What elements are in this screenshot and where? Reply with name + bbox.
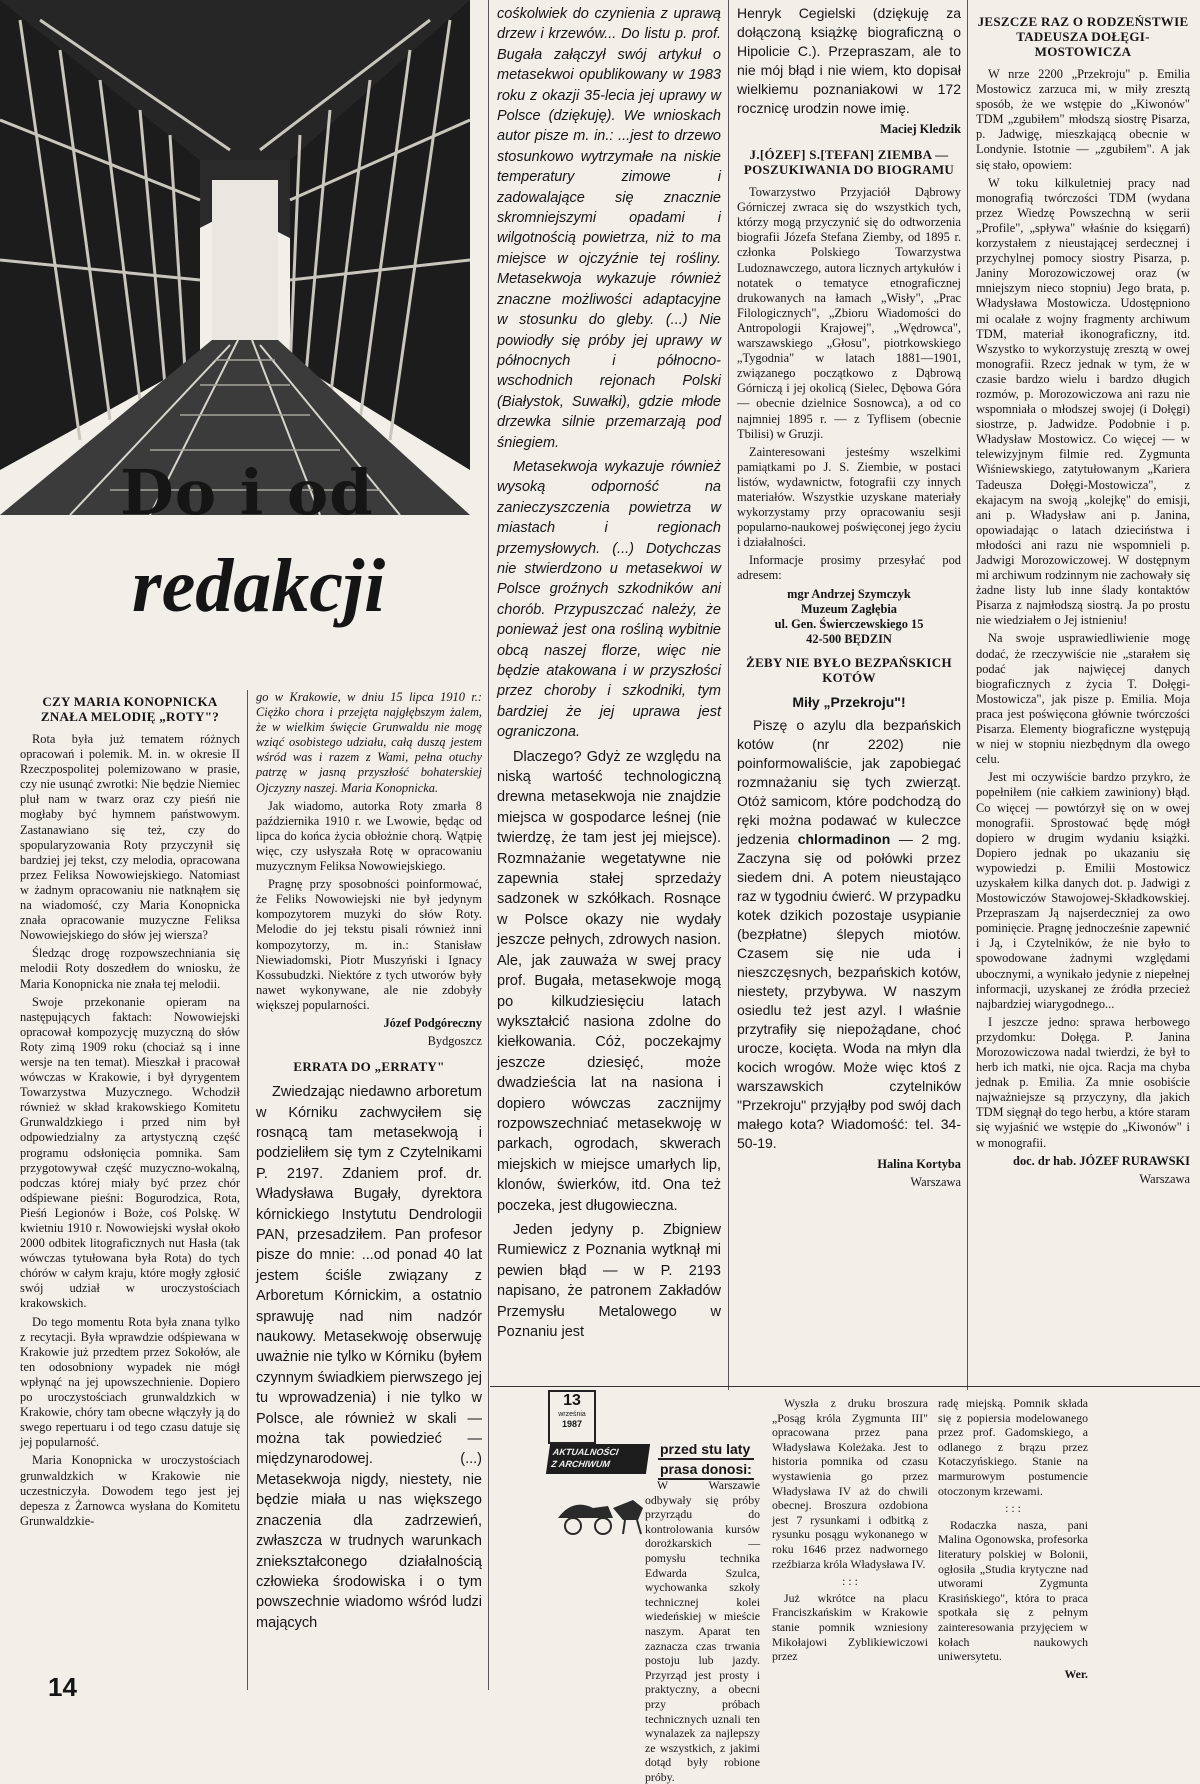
section-divider <box>490 1386 1200 1387</box>
date-day: 13 <box>563 1392 581 1409</box>
paragraph: W nrze 2200 „Przekroju" p. Emilia Mostowicz zarzuca mi, w miły zresztą sposób, że we wstępie do „Kiwonów" TDM „zgubiłem" młodszą siostrę Pisarza, p. Jadwigę, mieszkającą obecnie w Londynie. Istotnie — „zgubiłem". A jak się stało, opowiem: <box>976 67 1190 172</box>
article-column-5 <box>976 10 1190 1390</box>
salutation: Miły „Przekroju"! <box>792 693 906 710</box>
horse-carriage-illustration <box>553 1478 653 1538</box>
paragraph: Rota była już tematem różnych opracowań i polemik. M. in. w okresie II Rzeczpospolitej polemizowano w prasie, czy nie usunąć zwrotki: Nie będzie Niemiec pluł nam w twarz oraz czy pieśń nie mogłaby być hymnem państwowym. Zastanawiano się też, czy do spopularyzowania Roty przyczynił się bardziej jej tekst, czy melodia, opracowana przez Feliksa Nowowiejskiego. Natomiast w żadnym opracowaniu nie natknąłem się na wiadomość, czy Maria Konopnicka znała opracowanie muzyczne Feliksa Nowowiejskiego do słów jej wiersza? <box>20 732 240 943</box>
address-line: Muzeum Zagłębia <box>800 601 898 616</box>
author-signature: Halina Kortyba <box>877 1156 961 1171</box>
article-heading: JESZCZE RAZ O RODZEŃSTWIE TADEUSZA DOŁĘGI-MOSTOWICZA <box>977 14 1189 59</box>
author-city: Warszawa <box>910 1175 961 1189</box>
paragraph: Już wkrótce na placu Franciszkańskim w Krakowie stanie pomnik wzniesiony Mikołajowi Zyblikiewiczowi przez <box>772 1590 928 1664</box>
column-rule <box>247 690 248 1690</box>
paragraph: I jeszcze jedno: sprawa herbowego przydomku: Dołęga. P. Janina Morozowiczowa nadal twierdzi, że był to herb ich matki, nie ojca. Racja ma chyba jednak p. Emilia. Za mnie osobiście najważniejsze są przyczyny, dla jakich TDM sięgnął do tego herbu, a które staram się wyjaśnić we wstępie do „Kiwonów" i w monografii. <box>976 1014 1190 1150</box>
date-year: 1987 <box>561 1419 583 1429</box>
paragraph: radę miejską. Pomnik składa się z popiersia modelowanego przez prof. Gadomskiego, a odlanego z brązu przez Kotaczyńskiego. Stanie na marmurowym postumencie otoczonym krzewami. <box>938 1396 1088 1498</box>
article-column-4 <box>737 4 961 1384</box>
section-title-line2: redakcji <box>132 544 386 628</box>
author-signature: Józef Podgóreczny <box>383 1015 482 1030</box>
paragraph: Na swoje usprawiedliwienie mogę dodać, że rzeczywiście nie „starałem się podać jak najwięcej danych biograficznych z życia T. Dołęgi-Mostowicza", jak pisze p. Emilia. Moja praca jest poświęcona głównie twórczości Pisarza. Elementy biograficzne występują w niej w stopniu niezbędnym dla owego celu. <box>976 631 1190 767</box>
article-column-1 <box>20 690 240 1680</box>
address-line: 42-500 BĘDZIN <box>806 631 892 646</box>
article-heading: ERRATA DO „ERRATY" <box>293 1059 445 1075</box>
paragraph: Jest mi oczywiście bardzo przykro, że popełniłem (nie całkiem zawiniony) błąd. Co więcej — powtórzył się on w owej monografii. Sprostować będę mógł dopiero w drugim wydaniu książki. Dopiero jednak po ukazaniu się wypowiedzi p. Emilii Mostowicz uzyskałem kilka danych dot. p. Jadwigi z Mostowiczów Stawojowej-Składkowskiej. Przepraszam Ją najserdeczniej za owo pominięcie. Pragnę jednocześnie zapewnić i Ją, i Czytelników, że nie było to spowodowane żadnymi względami ubocznymi, a wynikało jedynie z niepełnej informacji, uzyskanej ze źródła przecież najbardziej wiarygodnego... <box>976 770 1190 1011</box>
paragraph: Zainteresowani jesteśmy wszelkimi pamiątkami po J. S. Ziembie, w postaci listów, wydawnictw, fotografii czy innych materiałów. Wszystkie uzyskane materiały wykorzystamy przy opracowaniu sesji popularno-naukowej poświęconej jego życiu i działalności. <box>737 444 961 550</box>
paragraph <box>737 716 961 1153</box>
paragraph-text: — 2 mg. Zaczyna się od połówki przez siedem dni. A potem nieustająco raz w tygodniu ćwierć. W przypadku kotek dzikich pozostaje usypianie (bezpłatne) ślepych miotów. Czasem się nie uda i nieszczęsnych, bezpańskich kotów, niestety, przybywa. W naszym osiedlu też jest azyl. I właśnie przytrafiły się niepożądane, choć urocze, kocięta. Woda na młyn dla kocich wrogów. Może więc ktoś z warszawskich czytelników "Przekroju" przyjąłby pod swój dach małego kota? Wiadomość: tel. 34-50-19. <box>737 830 962 1151</box>
paragraph-text: Piszę o azylu dla bezpańskich kotów (nr 2202) nie poinformowaliście, jak zapobiegać rozmnażaniu się tych zwierząt. Otóż samicom, które podchodzą do ręki można podawać w kuleczce jedzenia <box>737 716 961 847</box>
article-heading: J.[ÓZEF] S.[TEFAN] ZIEMBA — POSZUKIWANIA DO BIOGRAMU <box>743 147 955 178</box>
article-heading: ŻEBY NIE BYŁO BEZPAŃSKICH KOTÓW <box>746 654 952 685</box>
paragraph: Towarzystwo Przyjaciół Dąbrowy Górniczej zwraca się do wszystkich tych, którzy mogą przyczynić się do odtworzenia biografii Józefa Stefana Ziemby, od 1895 r. członka Polskiego Towarzystwa Ludoznawczego, autora licznych artykułów i notatek o tematyce etnograficznej drukowanych na łamach „Wisły", „Prac Filologicznych", „Zbioru Wiadomości do Antropologii Krajowej", „Wędrowca", warszawskiego „Głosu", piotrkowskiego „Tygodnia" w latach 1881—1901, związanego początkowo z Dąbrową Górniczą i jej okolicą (Sielec, Dębowa Góra — obecnie dzielnice Sosnowca), a od co najmniej 1895 r. — z Tyflisem (obecnie Tbilisi) w Gruzji. <box>737 185 961 441</box>
column-rule <box>967 0 968 1390</box>
paragraph: Do tego momentu Rota była znana tylko z recytacji. Była wprawdzie odśpiewana w Krakowie już przedtem przez Sokołów, ale ten odosobniony wypadek nie mógł wpłynąć na jej upowszechnienie. Dopiero po uroczystościach grunwaldzkich w Krakowie, chóry tam obecne włączyły ją do swego repertuaru i od tego czasu datuje się jej popularność. <box>20 1314 240 1450</box>
address-line: mgr Andrzej Szymczyk <box>787 586 911 601</box>
paragraph: Informacje prosimy przesyłać pod adresem: <box>737 553 961 583</box>
address-line: ul. Gen. Świerczewskiego 15 <box>774 616 924 631</box>
page-number: 14 <box>48 1672 77 1702</box>
author-signature: Wer. <box>1064 1666 1088 1681</box>
paragraph: Swoje przekonanie opieram na następujących faktach: Nowowiejski opracował kompozycję muzyczną do słów Roty zimą 1909 roku (chociaż są i inne wersje na ten temat). Mieszkał i pracował wówczas w Krakowie, i był dyrygentem Towarzystwa Muzycznego. Wchodził również w skład krakowskiego Komitetu Grunwaldzkiego i przed nim był odpowiedzialny za artystyczną część programu odsłonięcia pomnika. Sam przygotowywał część muzyczno-wokalną, podczas której miały być przez chór odśpiewane pieśni: Bogurodzica, Rota, Pieśń Legionów i Boże, coś Polskę. W kwietniu 1910 r. Nowowiejski wysłał około 2000 odbitek litograficznych nut Hasła (tak wówczas tytułowana była Rota) do tych chórów w całym kraju, które mogły zgłosić swój udział w uroczystościach krakowskich. <box>20 994 240 1311</box>
paragraph: Metasekwoja wykazuje również wysoką odporność na zanieczyszczenia powietrza w miastach i regionach przemysłowych. (...) Dotychczas nie stwierdzono u metasekwoi w Polsce groźnych szkodników ani chorób. Przypuszczać należy, że ponieważ jest ona rośliną wybitnie obcą naszej florze, więc nie będzie atakowana i w przyszłości przez choroby i szkodniki, tym bardziej że jej uprawa jest ograniczona. <box>497 458 721 741</box>
separator-stars: : : : <box>842 1574 858 1589</box>
section-title-line1: Do i od <box>120 456 374 529</box>
paragraph: Pragnę przy sposobności poinformować, że Feliks Nowowiejski nie był jedynym kompozytorem muzyki do słów Roty. Melodie do jej tekstu pisali również inni kompozytorzy, m. in.: Stanisław Niewiadomski, Piotr Muszyński i Ignacy Kossubudzki. Niektóre z tych utworów były nawet wykonywane, ale nie zdobyły większej popularności. <box>256 877 482 1012</box>
column-rule <box>728 0 729 1390</box>
logo-line: AKTUALNOŚCI <box>552 1447 620 1457</box>
drug-name: chlormadinon <box>797 830 891 847</box>
bridge-railway-photo <box>0 0 470 515</box>
archive-logo <box>546 1444 650 1474</box>
paragraph: W toku kilkuletniej pracy nad monografią twórczości TDM (wydana przez Wiedzę Powszechną w serii „Profile", „spływa" właśnie do księgarń) korzystałem z nieustającej serdecznej i przychylnej pomocy siostry Pisarza, p. Janiny Morozowiczowej oraz (w mniejszym nieco stopniu) Jego brata, p. Władysława Mostowicza. Udostępniono mi ocalałe z wojny fragmenty archiwum TDM, materiał ikonograficzny, itd. Wszystko to wykorzystuję zresztą w owej monografii. Rzecz jednak w tym, że w czasie bardzo wielu i bardzo długich rozmów, p. Morozowiczowa ani razu nie wspomniała o młodszej swojej (i Dołęgi) siostrze, p. Jadwidze. Podobnie i p. Władysław Mostowicz. Co więcej — w telewizyjnym filmie red. Zygmunta Wiśniewskiego, zatytułowanym „Kariera Tadeusza Dołęgi-Mostowicza", z ekajacym na swoją „kolejkę" do emisji, ani p. Władysław ani p. Janina, opowiadając o latach dzieciństwa i młodości ani razu nie wspomnieli p. Jadwigi Morozowiczowej. W dostępnym mi archiwum rodzinnym nie zachowały się żadne listy lub inne ślady kontaktów Pisarza z najmłodszą siostrą. Ja po prostu nie wiedziałem o Jej istnieniu! <box>976 175 1190 628</box>
author-city: Bydgoszcz <box>427 1034 482 1049</box>
paragraph: Dlaczego? Gdyż ze względu na niską wartość technologiczną drewna metasekwoja nie znajdzie miejsca w gospodarce leśnej (nie twierdzę, że tam jest jej miejsce). Rozmnażanie wegetatywne nie zapewnia stałej sprzedaży sadzonek w szkółkach. Rosnące w Polsce okazy nie wydały jeszcze pełnych, zdrowych nasion. Ale, jak zauważa w swej pracy prof. Bugała, metasekwoje mogą po kilkudziesięciu latach wykształcić nasiona zdolne do kiełkowania. Cóż, poczekajmy jeszcze dziesięć, może dwadzieścia lat na nasiona i dopiero wówczas zacznijmy rozpowszechniać metasekwoję w parkach, ogrodach, skwerach miejskich w miejsce umarłych lip, klonów, świerków, itd. Ona też poczeka, jest długowieczna. <box>497 748 721 1214</box>
paragraph: Rodaczka nasza, pani Malina Ogonowska, profesorka literatury polskiej w Bolonii, ogłosiła „Studia krytyczne nad utworami Zygmunta Krasińskiego", która to praca spotkała się z pełnym zainteresowania przyjęciem w kołach naukowych uniwersytetu. <box>938 1517 1088 1664</box>
przed-stu-laty-title <box>658 1440 754 1480</box>
paragraph: Zwiedzając niedawno arboretum w Kórniku zachwyciłem się rosnącą tam metasekwoją i podzieliłem się tym z Czytelnikami P. 2197. Zdaniem prof. dr. Władysława Bugały, dyrektora kórnickiego Instytutu Dendrologii PAN, przesadziłem. Pan profesor pisze do mnie: ...od ponad 40 lat jestem ściśle związany z Arboretum Kórnickim, a ostatnio sprawuję nad nim nadzór naukowy. Metasekwoję obserwuję uważnie nie tylko w Kórniku (byłem czynnym świadkiem pierwszego jej tu wprowadzenia) i nie tylko w Polsce, ale również w skali — można tak powiedzieć — międzynarodowej. (...) Metasekwoja nigdy, niestety, nie będzie miała u nas większego znaczenia dla zadrzewień, zwłaszcza w trudnych warunkach zniekształconego działalnością człowieka środowiska i o tym powszechnie wiadomo wśród ludzi mających <box>256 1084 482 1631</box>
paragraph: Wyszła z druku broszura „Posąg króla Zygmunta III" opracowana przez pana Władysława Koleżaka. Jest to historia pomnika od czasu wystawienia go przez Władysława IV aż do chwili obecnej. Broszura ozdobiona jest 7 rysunkami i odbitką z rysunku posągu wykonanego w roku 1646 przez nadwornego rzeźbiarza króla Władysława IV. <box>772 1396 928 1571</box>
przed-stu-laty-col1 <box>645 1478 760 1784</box>
title-line: prasa donosi: <box>658 1460 754 1480</box>
logo-line: Z ARCHIWUM <box>550 1459 611 1469</box>
column-rule <box>488 0 489 1690</box>
paragraph: Henryk Cegielski (dziękuję za dołączoną książkę biograficzną o Hipolicie C.). Przepraszam, ale to nie mój błąd i nie wiem, kto dopisał wielkiemu poznaniakowi w 172 rocznicę urodzin nowe imię. <box>737 5 961 116</box>
paragraph: Jak wiadomo, autorka Roty zmarła 8 października 1910 r. we Lwowie, będąc od lipca do końca życia obłożnie chorą. Wątpię więc, czy usłyszała Rotę w opracowaniu muzycznym Feliksa Nowowiejskiego. <box>256 798 482 874</box>
issue-date-box <box>548 1390 596 1444</box>
date-month: września <box>558 1411 586 1418</box>
przed-stu-laty-col2 <box>772 1396 928 1686</box>
article-column-2 <box>256 690 482 1685</box>
paragraph: W Warszawie odbywały się próby przyrządu do kontrolowania kursów dorożkarskich — pomysłu technika Edwarda Szulca, wychowanka szkoły technicznej kolei wiedeńskiej w mieście naszym. Aparat ten zaznacza czas trwania postoju lub jazdy. Przyrząd jest prosty i praktyczny, a obecni przy próbach technicznych uznali ten wynalazek za najlepszy ze wszystkich, z jakimi dotąd były robione próby. <box>645 1478 760 1784</box>
article-column-3 <box>497 4 721 1379</box>
paragraph: go w Krakowie, w dniu 15 lipca 1910 r.: Ciężko chora i przejęta najgłębszym żalem, że w wielkim święcie Grunwaldu nie mogę wziąć osobistego udziału, całą duszą jestem wśród was i razem z Wami, pełna otuchy patrzę w jasną przyszłość bohaterskiej Ojczyzny naszej. Maria Konopnicka. <box>256 690 482 795</box>
paragraph: Śledząc drogę rozpowszechniania się melodii Roty doszedłem do wniosku, że Maria Konopnicka nie znała tej melodii. <box>20 946 240 991</box>
paragraph: Maria Konopnicka w uroczystościach grunwaldzkich w Krakowie nie uczestniczyła. Dowodem tego jest jej depesza z Żarnowca wysłana do Komitetu Grunwaldzkie- <box>20 1453 240 1528</box>
author-signature: doc. dr hab. JÓZEF RURAWSKI <box>1013 1153 1190 1168</box>
separator-stars: : : : <box>1005 1501 1021 1516</box>
author-signature: Maciej Kledzik <box>880 122 961 136</box>
paragraph: cośkolwiek do czynienia z uprawą drzew i krzewów... Do listu p. prof. Bugała załączył swój artykuł o metasekwoi opublikowany w 1983 roku z okazji 35-lecia jej uprawy w Polsce (dziękuję). We wnioskach autor pisze m. in.: ...jest to drzewo stosunkowo wytrzymałe na niskie temperatury zimowe i zadowalające się znacznie skromniejszymi opadami i wilgotnością powietrza, niż to ma miejsce w ojczyźnie tej rośliny. Metasekwoja wykazuje również znaczne możliwości adaptacyjne w stosunku do gleby. (...) Nie powiodły się próby jej uprawy w północnych i północno-wschodnich rejonach Polski (Białystok, Suwałki), gdzie młode drzewka silnie przemarzają pod śniegiem. <box>497 6 721 451</box>
paragraph: Jeden jedyny p. Zbigniew Rumiewicz z Poznania wytknął mi pewien błąd — w P. 2193 napisano, że patronem Zakładów Przemysłu Metalowego w Poznaniu jest <box>497 1221 721 1340</box>
article-heading: CZY MARIA KONOPNICKA ZNAŁA MELODIĘ „ROTY"? <box>40 694 220 724</box>
przed-stu-laty-col3 <box>938 1396 1088 1686</box>
author-city: Warszawa <box>1139 1171 1190 1186</box>
title-line: przed stu laty <box>658 1440 754 1460</box>
